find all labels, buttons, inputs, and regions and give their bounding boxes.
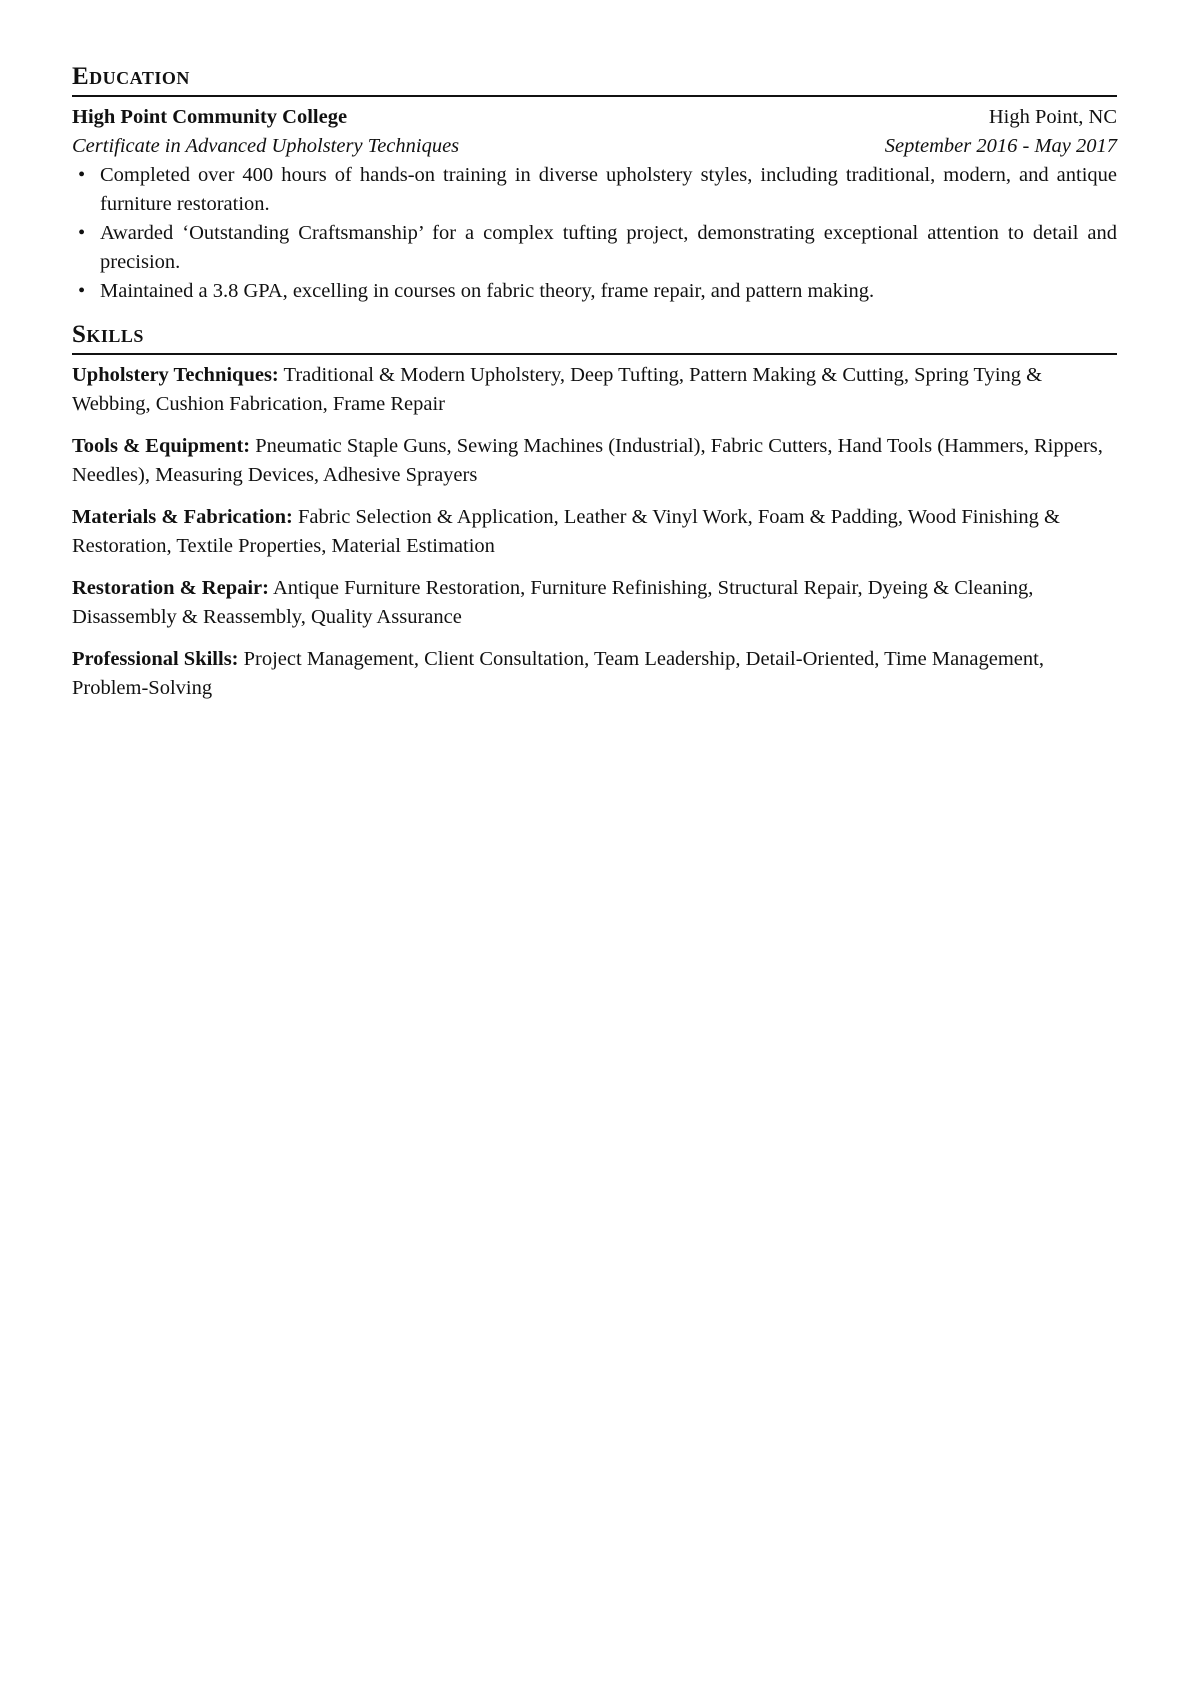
section-heading-education: Education [72, 63, 190, 90]
bullet-text: Completed over 400 hours of hands-on training in diverse upholstery styles, including traditional, modern, and antique furniture restoration. [100, 164, 1117, 215]
bullet-text: Maintained a 3.8 GPA, excelling in courses on fabric theory, frame repair, and pattern making. [100, 280, 875, 302]
degree: Certificate in Advanced Upholstery Techniques [72, 135, 460, 157]
skill-category [72, 432, 1117, 490]
skill-label: Restoration & Repair: [72, 577, 269, 599]
resume-page [72, 62, 1117, 716]
skill-value: Traditional & Modern Upholstery, Deep Tufting, Pattern Making & Cutting, Spring Tying & Webbing, Cushion Fabrication, Frame Repair [72, 364, 1043, 415]
bullet-text: Awarded ‘Outstanding Craftsmanship’ for a complex tufting project, demonstrating exceptional attention to detail and precision. [100, 222, 1117, 273]
institution-location: High Point, NC [988, 106, 1117, 128]
list-item [78, 161, 1117, 219]
skill-category [72, 503, 1117, 561]
list-item [78, 219, 1117, 277]
education-entry [72, 103, 1117, 306]
skill-value: Project Management, Client Consultation, Team Leadership, Detail-Oriented, Time Management, Problem-Solving [72, 648, 1044, 699]
skill-value: Fabric Selection & Application, Leather & Vinyl Work, Foam & Padding, Wood Finishing & Restoration, Textile Properties, Material Estimation [72, 506, 1060, 557]
skill-value: Pneumatic Staple Guns, Sewing Machines (Industrial), Fabric Cutters, Hand Tools (Hammers, Rippers, Needles), Measuring Devices, Adhesive Sprayers [72, 435, 1103, 486]
education-section [72, 62, 1117, 306]
skills-section [72, 320, 1117, 703]
skill-category [72, 361, 1117, 419]
skill-label: Upholstery Techniques: [72, 364, 279, 386]
bullet-icon: • [78, 164, 86, 186]
skill-value: Antique Furniture Restoration, Furniture Refinishing, Structural Repair, Dyeing & Cleaning, Disassembly & Reassembly, Quality Assurance [72, 577, 1034, 628]
skill-category [72, 574, 1117, 632]
dates: September 2016 - May 2017 [884, 135, 1117, 157]
bullet-icon: • [78, 280, 86, 302]
section-divider [72, 353, 1117, 355]
achievement-list [72, 161, 1117, 306]
section-divider [72, 95, 1117, 97]
skill-label: Tools & Equipment: [72, 435, 251, 457]
skill-category [72, 645, 1117, 703]
skill-label: Materials & Fabrication: [72, 506, 293, 528]
bullet-icon: • [78, 222, 86, 244]
list-item [78, 277, 1117, 306]
institution-name: High Point Community College [72, 106, 348, 128]
skill-label: Professional Skills: [72, 648, 239, 670]
section-heading-skills: Skills [72, 321, 144, 348]
